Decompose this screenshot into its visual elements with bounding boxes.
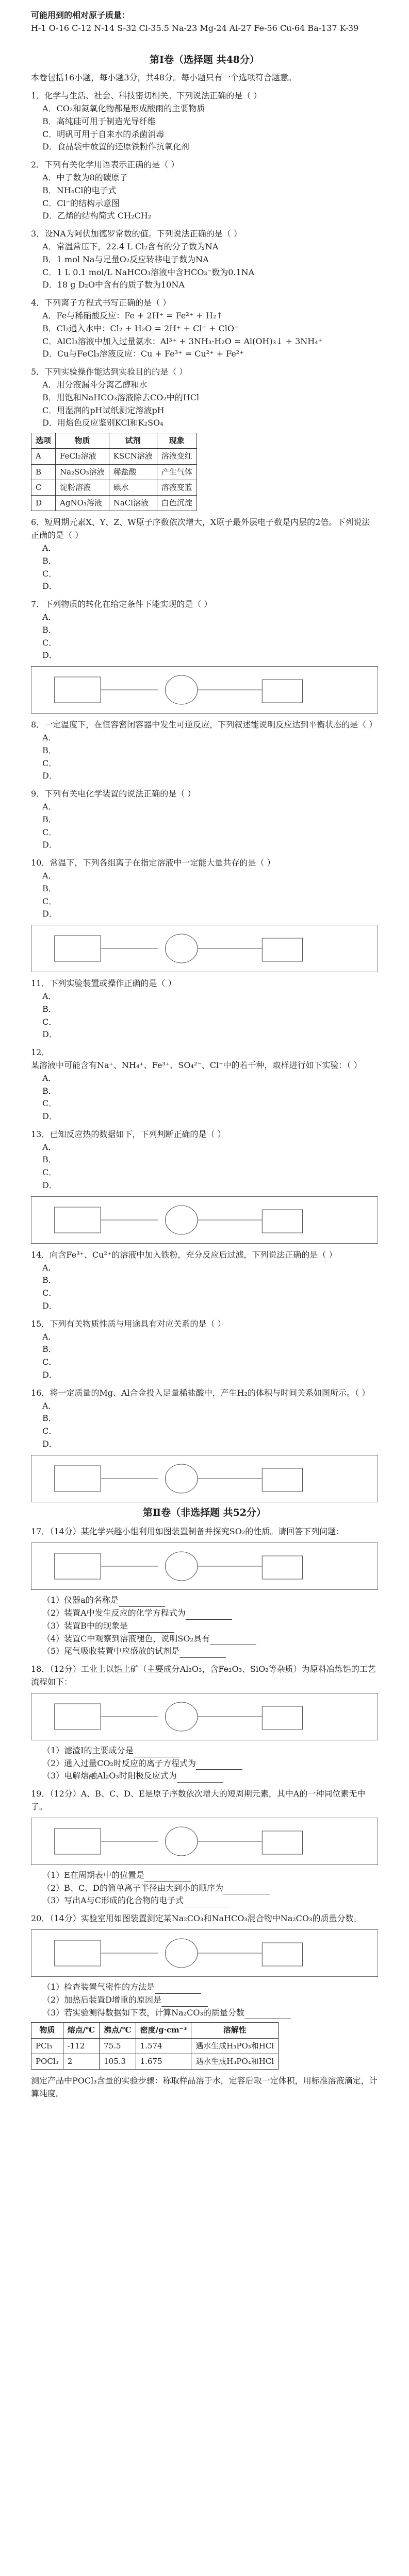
- question-option: A．: [42, 612, 57, 622]
- part-text: （2）B、C、D的简单离子半径由大到小的顺序为: [42, 1883, 224, 1893]
- question-number: 6．: [31, 517, 45, 528]
- question-option: B．: [42, 745, 57, 755]
- table-cell: AgNO₃溶液: [56, 496, 109, 511]
- apparatus-figure: [31, 1693, 378, 1740]
- footer-text: 测定产品中POCl₃含量的实验步骤：称取样品溶于水，定容后取一定体积，用标准溶液滴定，计算纯度。: [31, 2076, 378, 2098]
- question-number: 17．: [31, 1527, 50, 1537]
- question-item: [31, 366, 378, 430]
- question-stem: （14分）实验室用如图装置测定某Na₂CO₃和NaHCO₃混合物中Na₂CO₃的质量分数。: [50, 1913, 362, 1924]
- question-number: 12．: [31, 1047, 50, 1058]
- question-option: D．18 g D₂O中含有的质子数为10NA: [42, 280, 185, 290]
- question-number: 14．: [31, 1249, 50, 1260]
- question-option: C．: [42, 1426, 57, 1436]
- question-option: B．1 mol Na与足量O₂反应转移电子数为NA: [42, 254, 209, 264]
- question-option: B．: [42, 555, 57, 566]
- question-option: B．: [42, 624, 57, 635]
- atomic-mass-list: H-1 O-16 C-12 N-14 S-32 Cl-35.5 Na-23 Mg-24 Al-27 Fe-56 Cu-64 Ba-137 K-39: [31, 23, 359, 33]
- question-option: B．高纯硅可用于制造光导纤维: [42, 116, 156, 126]
- question-option: C．: [42, 637, 57, 648]
- question-option: D．用焰色反应鉴别KCl和K₂SO₄: [42, 418, 163, 428]
- part-text: （3）写出A与C形成的化合物的电子式: [42, 1895, 184, 1906]
- question-number: 18．: [31, 1664, 50, 1674]
- question-option: D．: [42, 1439, 57, 1449]
- question-stem: （12分）工业上以铝土矿（主要成分Al₂O₃，含Fe₂O₃、SiO₂等杂质）为原料冶炼铝的工艺流程如下：: [31, 1664, 376, 1687]
- question-stem: 下列实验装置或操作正确的是（ ）: [50, 978, 176, 989]
- question-stem: 下列有关电化学装置的说法正确的是（ ）: [44, 789, 196, 799]
- part-text: （3）装置B中的现象是: [42, 1620, 128, 1631]
- question-option: D．食品袋中放置的还原铁粉作抗氧化剂: [42, 142, 189, 152]
- section-2-heading: 第Ⅱ卷（非选择题 共52分）: [142, 1507, 267, 1518]
- table-cell: NaCl溶液: [109, 496, 157, 511]
- question-number: 5．: [31, 367, 45, 377]
- question-part: [42, 1594, 378, 1607]
- table-cell: 75.5: [100, 2038, 136, 2054]
- question-option: A．: [42, 1142, 57, 1152]
- question-number: 4．: [31, 298, 45, 308]
- question-option: C．明矾可用于自来水的杀菌消毒: [42, 129, 165, 139]
- question-option: A．: [42, 1400, 57, 1411]
- question-number: 3．: [31, 229, 45, 239]
- question-number: 10．: [31, 858, 50, 868]
- question-option: A．: [42, 1331, 57, 1342]
- question-stem: 短周期元素X、Y、Z、W原子序数依次增大，X原子最外层电子数是内层的2倍。下列说法正确的是（ ）: [31, 517, 370, 540]
- exam-header: [31, 9, 378, 35]
- table-cell: FeCl₂溶液: [56, 449, 109, 464]
- table-header-cell: 物质: [31, 2023, 63, 2038]
- question-option: D．: [42, 840, 57, 850]
- question-option: D．: [42, 771, 57, 781]
- question-option: B．: [42, 883, 57, 893]
- question-stem: 下列物质的转化在给定条件下能实现的是（ ）: [44, 599, 212, 609]
- answer-blank[interactable]: [186, 1612, 232, 1620]
- question-item: [31, 1912, 378, 2019]
- question-option: D．: [42, 1029, 57, 1040]
- apparatus-figure: [31, 925, 378, 972]
- question-item: [31, 1046, 378, 1123]
- question-item: [31, 1318, 378, 1382]
- table-cell: 遇水生成H₃PO₄和HCl: [191, 2054, 279, 2069]
- question-part: [42, 1869, 378, 1882]
- question-option: C．1 L 0.1 mol/L NaHCO₃溶液中含HCO₃⁻数为0.1NA: [42, 267, 255, 277]
- question-item: [31, 228, 378, 292]
- question-option: A．: [42, 1073, 57, 1083]
- question-option: D．Cu与FeCl₃溶液反应：Cu + Fe³⁺ = Cu²⁺ + Fe²⁺: [42, 349, 244, 359]
- question-option: B．: [42, 1086, 57, 1096]
- question-stem: （12分）A、B、C、D、E是原子序数依次增大的短周期元素，其中A的一种同位素无中子。: [31, 1789, 366, 1811]
- question-item: [31, 90, 378, 154]
- question-item: [31, 1788, 378, 1907]
- answer-blank[interactable]: [161, 1999, 208, 2007]
- question-option: B．: [42, 814, 57, 824]
- question-number: 8．: [31, 720, 45, 730]
- answer-blank[interactable]: [196, 1762, 242, 1770]
- table-cell: 遇水生成H₃PO₃和HCl: [191, 2038, 279, 2054]
- question-stem: （14分）某化学兴趣小组利用如图装置制备并探究SO₂的性质。请回答下列问题：: [50, 1527, 345, 1537]
- table-cell: 1.574: [136, 2038, 191, 2054]
- part-text: （2）加热后装置D增重的原因是: [42, 1994, 162, 2005]
- question-option: D．: [42, 909, 57, 919]
- table-cell: 溶液变红: [157, 449, 197, 464]
- question-option: D．: [42, 1111, 57, 1122]
- part-text: （4）装置C中观察到溶液褪色，说明SO₂具有: [42, 1633, 210, 1643]
- question-item: [31, 516, 378, 593]
- table-cell: -112: [63, 2038, 99, 2054]
- question-item: [31, 788, 378, 852]
- question-item: [31, 1526, 378, 1658]
- part-text: （1）E在周期表中的位置是: [42, 1870, 144, 1880]
- part-text: （5）尾气吸收装置中应盛放的试剂是: [42, 1646, 180, 1656]
- question-option: B．: [42, 1413, 57, 1423]
- question-number: 1．: [31, 91, 45, 101]
- question-option: A．: [42, 732, 57, 742]
- question-item: [31, 297, 378, 361]
- question-option: B．: [42, 1004, 57, 1014]
- question-option: C．: [42, 1098, 57, 1109]
- answer-blank[interactable]: [184, 1900, 230, 1907]
- table-cell: Na₂SO₃溶液: [56, 464, 109, 480]
- question-item: [31, 159, 378, 223]
- table-header-cell: 物质: [56, 433, 109, 449]
- table-cell: C: [31, 480, 56, 495]
- question-option: C．: [42, 1016, 57, 1027]
- table-cell: 稀盐酸: [109, 464, 157, 480]
- question-option: C．: [42, 1288, 57, 1298]
- table-row: [31, 496, 197, 511]
- question-part: [42, 1633, 378, 1646]
- question-option: A．: [42, 801, 57, 811]
- table-row: [31, 464, 197, 480]
- table-cell: 白色沉淀: [157, 496, 197, 511]
- question-option: A．: [42, 870, 57, 880]
- question-number: 9．: [31, 789, 45, 799]
- question-item: [31, 977, 378, 1041]
- part-text: （1）检查装置气密性的方法是: [42, 1981, 155, 1992]
- question-stem: 已知反应热的数据如下，下列判断正确的是（ ）: [50, 1129, 226, 1139]
- section-1-instruction: 本卷包括16小题，每小题3分，共48分。每小题只有一个选项符合题意。: [31, 73, 297, 83]
- question-part: [42, 1770, 378, 1783]
- table-cell: 溶液变蓝: [157, 480, 197, 495]
- answer-blank[interactable]: [128, 1625, 174, 1633]
- question-item: [31, 1249, 378, 1313]
- table-cell: 淀粉溶液: [56, 480, 109, 495]
- table-cell: 碘水: [109, 480, 157, 495]
- question-option: A．CO₂和氮氧化物都是形成酸雨的主要物质: [42, 104, 205, 114]
- part-text: （1）滤渣Ⅰ的主要成分是: [42, 1745, 134, 1755]
- question-option: A．: [42, 991, 57, 1001]
- question-option: C．: [42, 827, 57, 837]
- question-part: [42, 1744, 378, 1757]
- apparatus-figure: [31, 1543, 378, 1590]
- apparatus-figure: [31, 666, 378, 714]
- question-item: [31, 598, 378, 714]
- question-option: C．: [42, 1357, 57, 1367]
- question-part: [42, 1620, 378, 1633]
- question-option: D．: [42, 1180, 57, 1191]
- question-item: [31, 1387, 378, 1502]
- question-option: B．: [42, 1155, 57, 1165]
- apparatus-figure: [31, 1818, 378, 1865]
- question-list-3: [31, 1526, 378, 2019]
- question-part: [42, 2007, 378, 2020]
- question-stem: 将一定质量的Mg、Al合金投入足量稀盐酸中，产生H₂的体积与时间关系如图所示。（ ）: [50, 1387, 370, 1398]
- table-cell: B: [31, 464, 56, 480]
- part-text: （3）若实验测得数据如下表，计算Na₂CO₃的质量分数: [42, 2007, 244, 2018]
- question-stem: 一定温度下，在恒容密闭容器中发生可逆反应，下列叙述能说明反应达到平衡状态的是（ ）: [44, 720, 378, 730]
- question-stem: 化学与生活、社会、科技密切相关。下列说法正确的是（ ）: [44, 91, 262, 101]
- question-list: [31, 90, 378, 430]
- apparatus-figure: [31, 1196, 378, 1244]
- answer-blank[interactable]: [179, 1650, 226, 1658]
- question-option: B．: [42, 1275, 57, 1285]
- question-option: A．用分液漏斗分离乙醇和水: [42, 379, 148, 389]
- table-header-cell: 熔点/℃: [63, 2023, 99, 2038]
- table-cell: POCl₃: [31, 2054, 63, 2069]
- table-row: [31, 480, 197, 495]
- question-part: [42, 1645, 378, 1658]
- question-stem: 某溶液中可能含有Na⁺、NH₄⁺、Fe³⁺、SO₄²⁻、Cl⁻中的若干种，取样进行如下实验：（ ）: [31, 1060, 362, 1070]
- part-text: （3）电解熔融Al₂O₃时阳极反应式为: [42, 1771, 177, 1781]
- question-item: [31, 1128, 378, 1244]
- question-number: 13．: [31, 1129, 50, 1139]
- data-table-2: [31, 2022, 279, 2070]
- table-header-cell: 选项: [31, 433, 56, 449]
- question-stem: 设NA为阿伏加德罗常数的值。下列说法正确的是（ ）: [44, 229, 242, 239]
- answer-blank[interactable]: [144, 1874, 191, 1882]
- table-row: [31, 2038, 279, 2054]
- table-header-cell: 密度/g·cm⁻³: [136, 2023, 191, 2038]
- table-cell: PCl₃: [31, 2038, 63, 2054]
- question-option: D．乙烯的结构简式 CH₂CH₂: [42, 211, 152, 221]
- answer-blank[interactable]: [155, 1986, 201, 1994]
- answer-blank[interactable]: [134, 1750, 180, 1757]
- answer-blank[interactable]: [244, 2011, 291, 2019]
- question-option: D．: [42, 1370, 57, 1380]
- table-row: [31, 449, 197, 464]
- question-number: 15．: [31, 1318, 50, 1329]
- question-part: [42, 1757, 378, 1770]
- question-option: A．中子数为8的碳原子: [42, 173, 128, 183]
- table-header-cell: 溶解性: [191, 2023, 279, 2038]
- question-option: B．Cl₂通入水中：Cl₂ + H₂O = 2H⁺ + Cl⁻ + ClO⁻: [42, 323, 239, 333]
- data-table-1: [31, 433, 197, 511]
- table-header-cell: 现象: [157, 433, 197, 449]
- question-stem: 常温下，下列各组离子在指定溶液中一定能大量共存的是（ ）: [50, 858, 275, 868]
- question-part: [42, 1607, 378, 1620]
- question-part: [42, 1894, 378, 1907]
- question-option: C．用湿润的pH试纸测定溶液pH: [42, 405, 165, 415]
- atomic-mass-title: 可能用到的相对原子质量：: [31, 10, 130, 20]
- question-part: [42, 1981, 378, 1994]
- table-header-cell: 试剂: [109, 433, 157, 449]
- question-option: D．: [42, 581, 57, 591]
- section-2: [31, 1494, 378, 2103]
- question-option: D．: [42, 1301, 57, 1311]
- table-cell: D: [31, 496, 56, 511]
- table-row: [31, 2054, 279, 2069]
- question-stem: 下列有关化学用语表示正确的是（ ）: [44, 160, 179, 170]
- answer-blank[interactable]: [223, 1887, 270, 1894]
- question-option: C．AlCl₃溶液中加入过量氨水：Al³⁺ + 3NH₃·H₂O = Al(OH)₃↓ + 3NH₄⁺: [42, 336, 323, 346]
- table-header-cell: 沸点/℃: [100, 2023, 136, 2038]
- answer-blank[interactable]: [210, 1637, 256, 1645]
- table-cell: KSCN溶液: [109, 449, 157, 464]
- section-1-heading: 第Ⅰ卷（选择题 共48分）: [150, 54, 259, 65]
- question-number: 11．: [31, 978, 50, 989]
- question-number: 20．: [31, 1913, 50, 1924]
- question-number: 16．: [31, 1387, 50, 1398]
- answer-blank[interactable]: [119, 1599, 165, 1607]
- part-text: （1）仪器a的名称是: [42, 1595, 119, 1605]
- question-stem: 下列实验操作能达到实验目的的是（ ）: [44, 367, 188, 377]
- table-cell: 产生气体: [157, 464, 197, 480]
- question-item: [31, 857, 378, 972]
- question-option: B．: [42, 1344, 57, 1354]
- table-cell: 2: [63, 2054, 99, 2069]
- table-cell: A: [31, 449, 56, 464]
- question-option: C．: [42, 758, 57, 768]
- table-cell: 105.3: [100, 2054, 136, 2069]
- apparatus-figure: [31, 1929, 378, 1977]
- question-option: B．用饱和NaHCO₃溶液除去CO₂中的HCl: [42, 392, 200, 402]
- question-number: 7．: [31, 599, 45, 609]
- question-option: C．: [42, 568, 57, 579]
- question-option: A．常温常压下，22.4 L Cl₂含有的分子数为NA: [42, 242, 219, 251]
- question-stem: 下列有关物质性质与用途具有对应关系的是（ ）: [50, 1318, 226, 1329]
- question-stem: 向含Fe³⁺、Cu²⁺的溶液中加入铁粉，充分反应后过滤，下列说法正确的是（ ）: [50, 1249, 337, 1260]
- question-number: 2．: [31, 160, 45, 170]
- question-option: C．: [42, 896, 57, 906]
- question-option: A．Fe与稀硝酸反应：Fe + 2H⁺ = Fe²⁺ + H₂↑: [42, 310, 223, 320]
- question-item: [31, 1663, 378, 1783]
- question-item: [31, 719, 378, 783]
- question-option: A．: [42, 543, 57, 553]
- question-list-2: [31, 516, 378, 1502]
- answer-blank[interactable]: [177, 1775, 223, 1783]
- part-text: （2）通入过量CO₂时反应的离子方程式为: [42, 1758, 196, 1768]
- section-1: [31, 41, 378, 1506]
- question-option: A．: [42, 1262, 57, 1273]
- part-text: （2）装置A中发生反应的化学方程式为: [42, 1608, 186, 1618]
- question-part: [42, 1994, 378, 2007]
- table-cell: 1.675: [136, 2054, 191, 2069]
- question-stem: 下列离子方程式书写正确的是（ ）: [44, 298, 171, 308]
- question-option: D．: [42, 650, 57, 660]
- question-part: [42, 1882, 378, 1895]
- question-option: B．NH₄Cl的电子式: [42, 185, 117, 195]
- question-option: C．: [42, 1167, 57, 1178]
- question-option: C．Cl⁻的结构示意图: [42, 198, 120, 208]
- question-number: 19．: [31, 1789, 50, 1799]
